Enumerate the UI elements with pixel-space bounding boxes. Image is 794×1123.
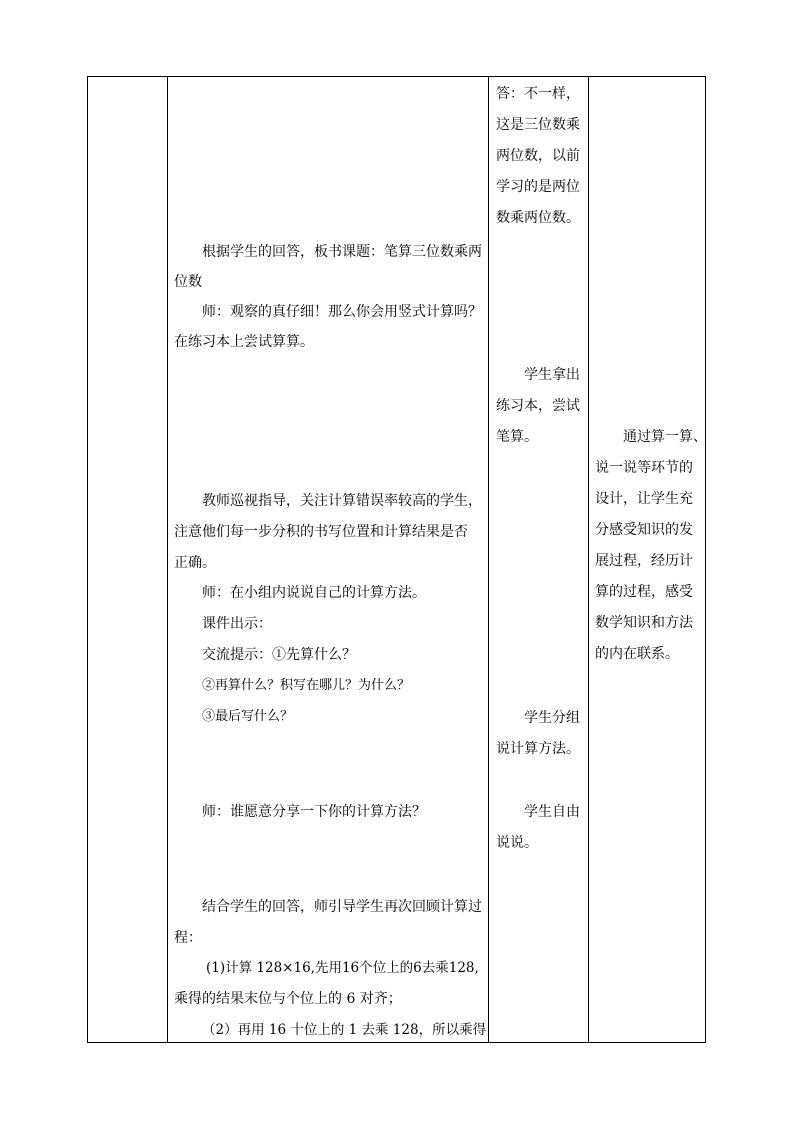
step-line: （2）再用 16 十位上的 1 去乘 128，所以乘得 (202, 1022, 487, 1038)
hint-line: ②再算什么？积写在哪儿？为什么？ (202, 678, 411, 693)
review-line: 程： (174, 930, 202, 946)
student-answer-line: 这是三位数乘 (496, 117, 580, 133)
student-try-line: 笔算。 (496, 429, 538, 445)
step-line: (1)计算 128×16,先用16个位上的6去乘128, (206, 960, 479, 976)
lesson-table (87, 76, 706, 1043)
group-prompt: 师：在小组内说说自己的计算方法。 (202, 585, 426, 601)
intent-line: 展过程，经历计 (595, 553, 693, 569)
courseware-label: 课件出示： (202, 616, 272, 632)
student-answer-line: 两位数，以前 (496, 148, 580, 164)
patrol-line: 正确。 (174, 555, 216, 571)
student-free-line: 说说。 (496, 835, 538, 851)
teacher-activity-column (168, 77, 488, 1042)
hint-line: 交流提示：①先算什么？ (202, 647, 356, 663)
intent-line: 算的过程，感受 (595, 584, 693, 600)
student-group-line: 说计算方法。 (496, 741, 580, 757)
intent-line: 通过算一算、 (623, 429, 707, 445)
intent-line: 说一说等环节的 (595, 460, 693, 476)
board-title-line: 根据学生的回答，板书课题：笔算三位数乘两 (202, 244, 482, 260)
review-line: 结合学生的回答，师引导学生再次回顾计算过 (202, 899, 482, 915)
student-free-line: 学生自由 (524, 804, 580, 820)
student-answer-line: 答：不一样， (496, 86, 580, 102)
teacher-question-line: 在练习本上尝试算算。 (174, 334, 314, 350)
board-title-line: 位数 (174, 274, 202, 290)
student-answer-line: 数乘两位数。 (496, 210, 580, 226)
design-intent-column (589, 77, 706, 1042)
patrol-line: 教师巡视指导，关注计算错误率较高的学生， (202, 493, 482, 509)
patrol-line: 注意他们每一步分积的书写位置和计算结果是否 (174, 524, 468, 540)
intent-line: 的内在联系。 (595, 646, 679, 662)
intent-line: 数学知识和方法 (595, 615, 693, 631)
student-try-line: 学生拿出 (524, 367, 580, 383)
step-line: 乘得的结果末位与个位上的 6 对齐； (174, 991, 402, 1007)
teacher-question-line: 师：观察的真仔细！那么你会用竖式计算吗？ (202, 304, 482, 320)
student-try-line: 练习本，尝试 (496, 398, 580, 414)
hint-line: ③最后写什么？ (202, 709, 294, 724)
student-activity-column (489, 77, 588, 1042)
student-group-line: 学生分组 (524, 710, 580, 726)
stage-column (88, 77, 167, 1042)
share-prompt: 师：谁愿意分享一下你的计算方法？ (202, 804, 426, 820)
intent-line: 设计，让学生充 (595, 491, 693, 507)
intent-line: 分感受知识的发 (595, 522, 693, 538)
student-answer-line: 学习的是两位 (496, 179, 580, 195)
